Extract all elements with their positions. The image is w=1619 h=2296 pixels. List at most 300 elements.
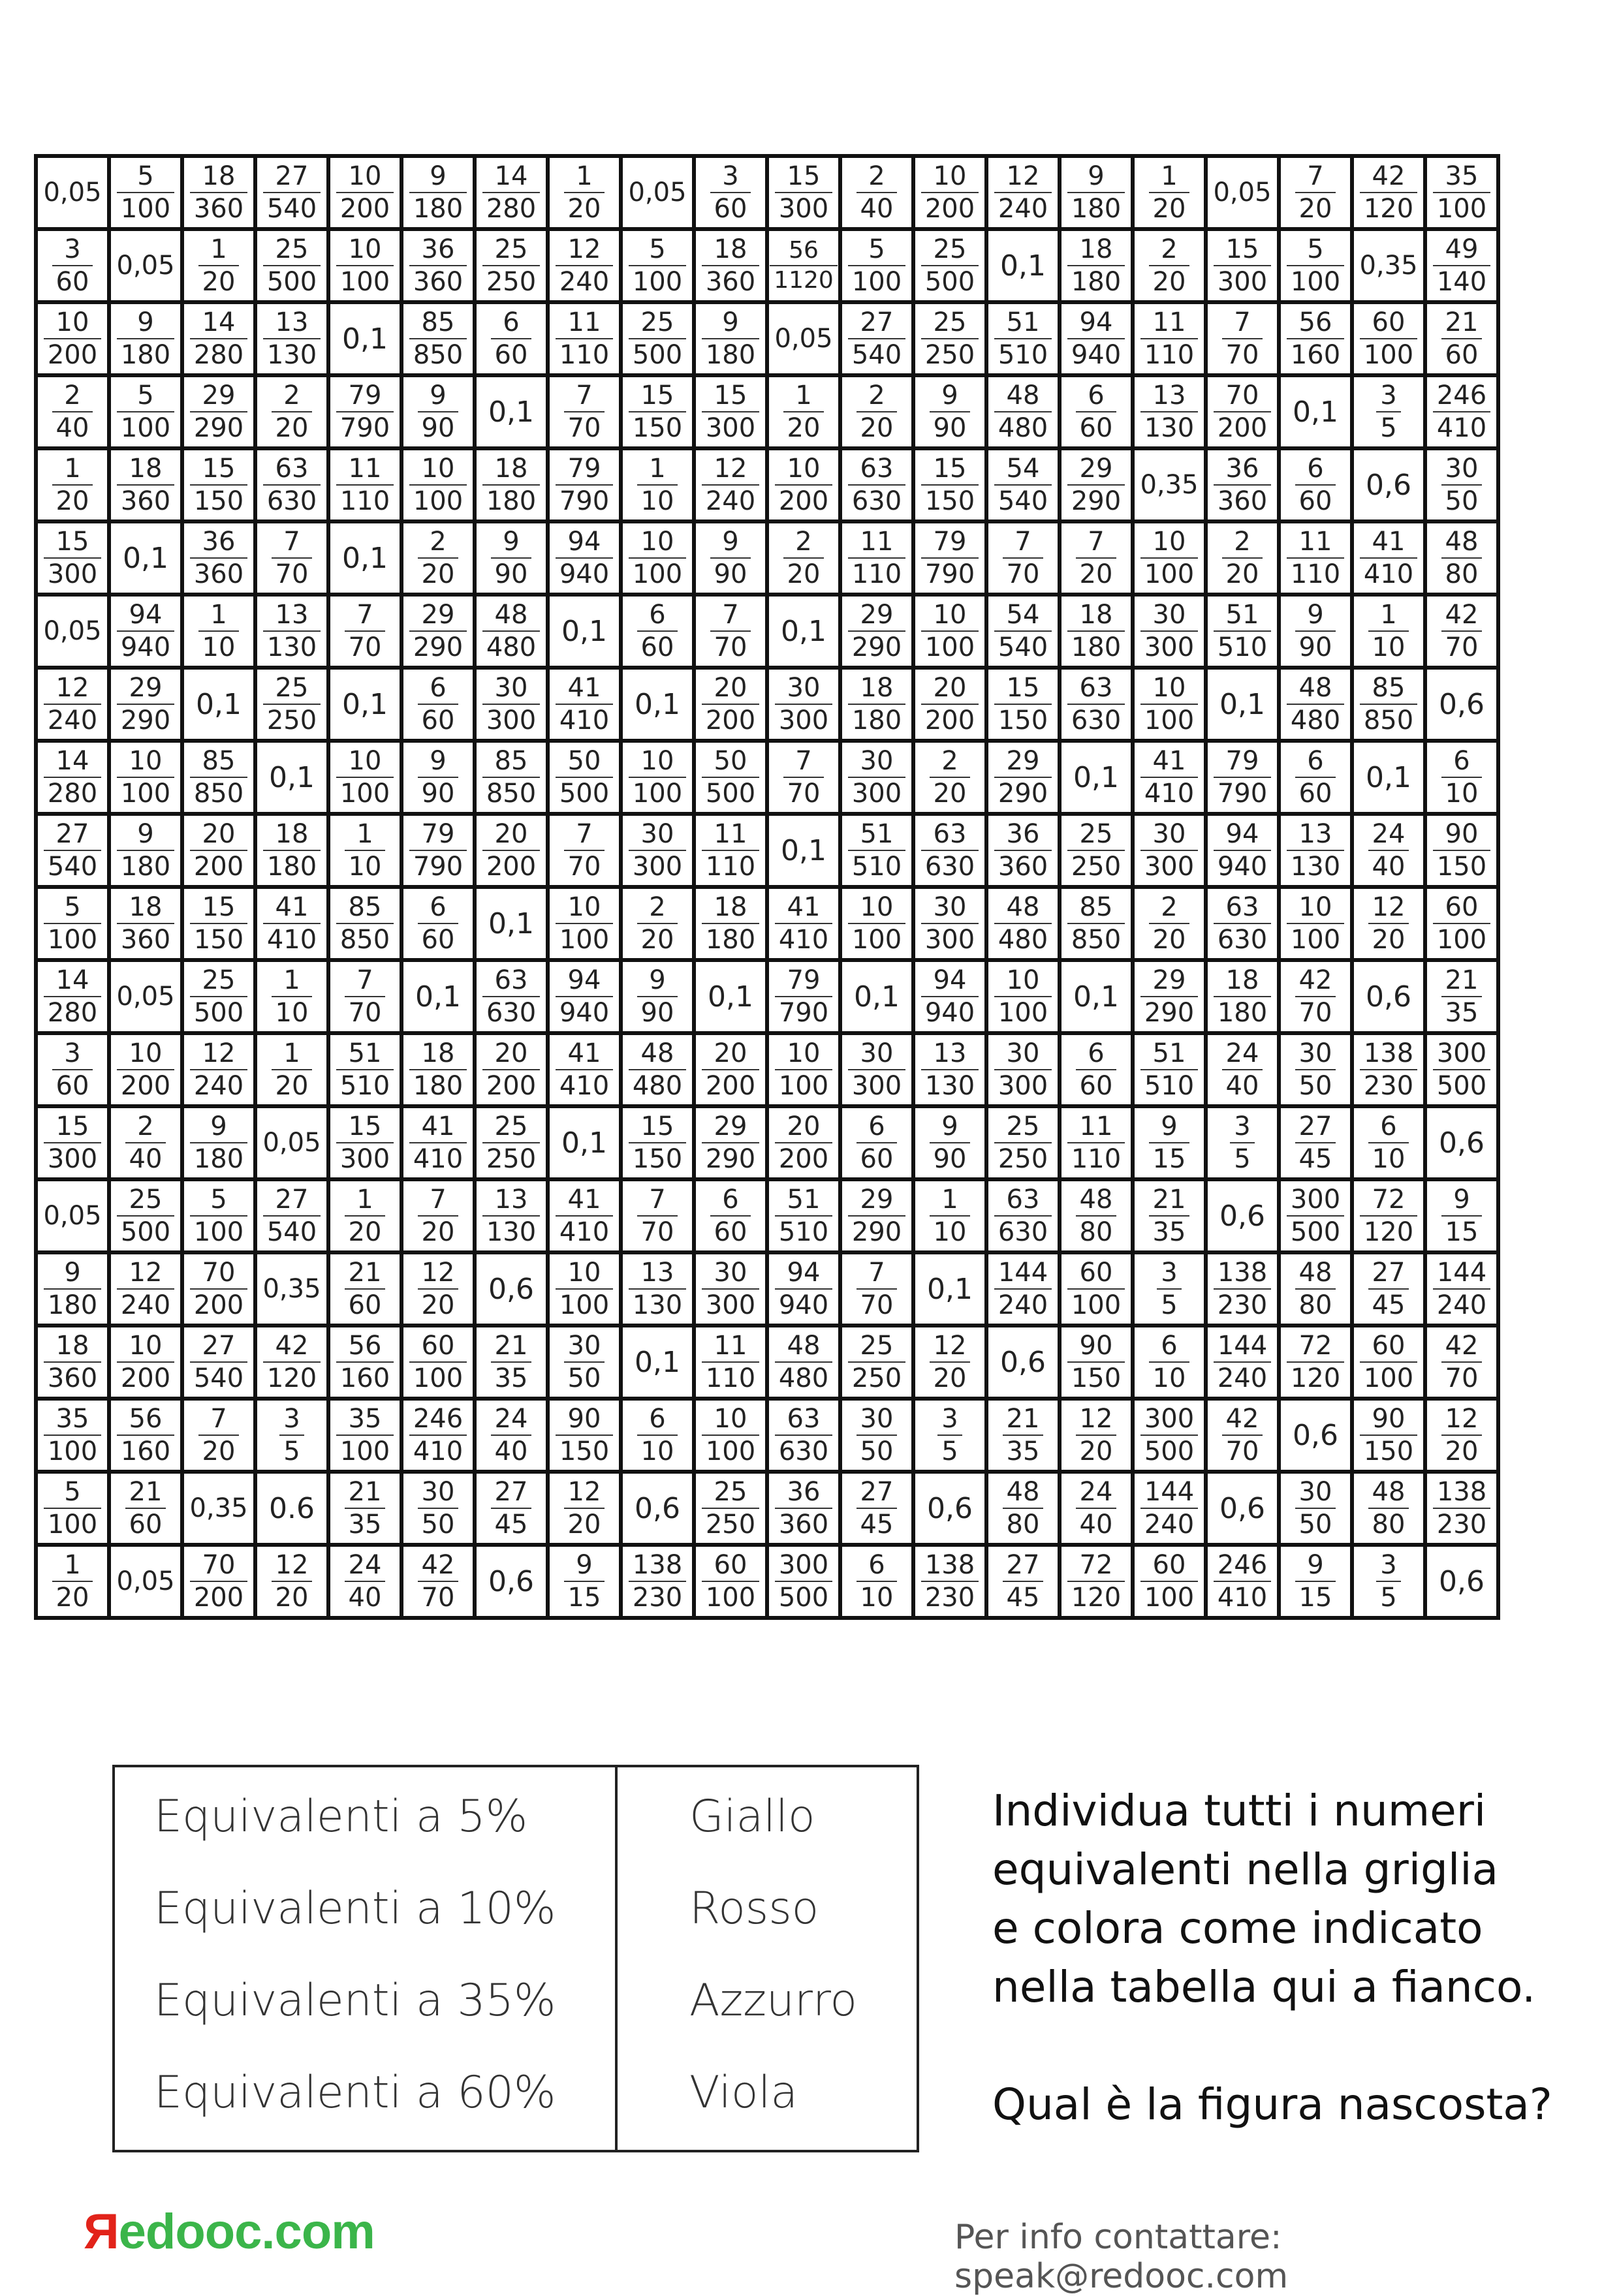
grid-cell[interactable] bbox=[1279, 521, 1352, 595]
grid-cell[interactable] bbox=[1352, 521, 1425, 595]
grid-cell[interactable] bbox=[182, 887, 255, 960]
grid-cell[interactable] bbox=[1425, 1472, 1498, 1545]
grid-cell[interactable] bbox=[36, 1252, 109, 1326]
grid-cell[interactable] bbox=[1352, 448, 1425, 521]
grid-cell[interactable] bbox=[840, 1472, 913, 1545]
grid-cell[interactable] bbox=[1279, 1545, 1352, 1618]
grid-cell[interactable] bbox=[1060, 887, 1133, 960]
grid-cell[interactable] bbox=[1425, 448, 1498, 521]
grid-cell[interactable] bbox=[109, 1033, 182, 1106]
grid-cell[interactable] bbox=[109, 1545, 182, 1618]
grid-cell[interactable] bbox=[840, 887, 913, 960]
grid-cell[interactable] bbox=[1133, 595, 1206, 668]
grid-cell[interactable] bbox=[36, 960, 109, 1033]
grid-cell[interactable] bbox=[36, 1179, 109, 1252]
grid-cell[interactable] bbox=[621, 1399, 694, 1472]
grid-cell[interactable] bbox=[475, 156, 548, 229]
grid-cell[interactable] bbox=[1060, 1545, 1133, 1618]
grid-cell[interactable] bbox=[986, 1106, 1060, 1179]
grid-cell[interactable] bbox=[109, 741, 182, 814]
grid-cell[interactable] bbox=[255, 1326, 328, 1399]
grid-cell[interactable] bbox=[913, 375, 986, 448]
grid-cell[interactable] bbox=[986, 814, 1060, 887]
grid-cell[interactable] bbox=[109, 1179, 182, 1252]
grid-cell[interactable] bbox=[1060, 521, 1133, 595]
grid-cell[interactable] bbox=[36, 1326, 109, 1399]
grid-cell[interactable] bbox=[328, 448, 401, 521]
grid-cell[interactable] bbox=[621, 1252, 694, 1326]
grid-cell[interactable] bbox=[767, 1326, 840, 1399]
grid-cell[interactable] bbox=[1279, 1326, 1352, 1399]
grid-cell[interactable] bbox=[182, 302, 255, 375]
grid-cell[interactable] bbox=[913, 1545, 986, 1618]
grid-cell[interactable] bbox=[401, 302, 475, 375]
grid-cell[interactable] bbox=[1279, 1106, 1352, 1179]
grid-cell[interactable] bbox=[1133, 156, 1206, 229]
grid-cell[interactable] bbox=[1425, 1252, 1498, 1326]
grid-cell[interactable] bbox=[1206, 668, 1279, 741]
grid-cell[interactable] bbox=[913, 156, 986, 229]
grid-cell[interactable] bbox=[328, 521, 401, 595]
grid-cell[interactable] bbox=[694, 741, 767, 814]
grid-cell[interactable] bbox=[1352, 229, 1425, 302]
grid-cell[interactable] bbox=[621, 521, 694, 595]
grid-cell[interactable] bbox=[621, 1326, 694, 1399]
grid-cell[interactable] bbox=[548, 375, 621, 448]
grid-cell[interactable] bbox=[1279, 1252, 1352, 1326]
grid-cell[interactable] bbox=[767, 229, 840, 302]
grid-cell[interactable] bbox=[1425, 156, 1498, 229]
grid-cell[interactable] bbox=[1133, 375, 1206, 448]
grid-cell[interactable] bbox=[913, 1399, 986, 1472]
grid-cell[interactable] bbox=[109, 375, 182, 448]
grid-cell[interactable] bbox=[182, 595, 255, 668]
grid-cell[interactable] bbox=[840, 156, 913, 229]
grid-cell[interactable] bbox=[109, 229, 182, 302]
grid-cell[interactable] bbox=[182, 814, 255, 887]
grid-cell[interactable] bbox=[255, 887, 328, 960]
grid-cell[interactable] bbox=[328, 887, 401, 960]
grid-cell[interactable] bbox=[1206, 1252, 1279, 1326]
grid-cell[interactable] bbox=[1206, 156, 1279, 229]
grid-cell[interactable] bbox=[182, 1179, 255, 1252]
grid-cell[interactable] bbox=[1060, 1252, 1133, 1326]
grid-cell[interactable] bbox=[475, 1326, 548, 1399]
grid-cell[interactable] bbox=[840, 302, 913, 375]
grid-cell[interactable] bbox=[1133, 741, 1206, 814]
grid-cell[interactable] bbox=[401, 448, 475, 521]
grid-cell[interactable] bbox=[401, 1106, 475, 1179]
grid-cell[interactable] bbox=[694, 448, 767, 521]
grid-cell[interactable] bbox=[1425, 814, 1498, 887]
grid-cell[interactable] bbox=[475, 302, 548, 375]
grid-cell[interactable] bbox=[840, 1252, 913, 1326]
grid-cell[interactable] bbox=[621, 668, 694, 741]
grid-cell[interactable] bbox=[621, 375, 694, 448]
grid-cell[interactable] bbox=[1425, 1033, 1498, 1106]
grid-cell[interactable] bbox=[109, 156, 182, 229]
grid-cell[interactable] bbox=[109, 448, 182, 521]
grid-cell[interactable] bbox=[182, 156, 255, 229]
grid-cell[interactable] bbox=[621, 1106, 694, 1179]
grid-cell[interactable] bbox=[1279, 302, 1352, 375]
grid-cell[interactable] bbox=[1133, 887, 1206, 960]
grid-cell[interactable] bbox=[840, 960, 913, 1033]
grid-cell[interactable] bbox=[255, 960, 328, 1033]
grid-cell[interactable] bbox=[548, 887, 621, 960]
grid-cell[interactable] bbox=[1133, 1399, 1206, 1472]
grid-cell[interactable] bbox=[1279, 448, 1352, 521]
grid-cell[interactable] bbox=[986, 302, 1060, 375]
grid-cell[interactable] bbox=[913, 302, 986, 375]
grid-cell[interactable] bbox=[1060, 156, 1133, 229]
grid-cell[interactable] bbox=[986, 595, 1060, 668]
grid-cell[interactable] bbox=[840, 814, 913, 887]
grid-cell[interactable] bbox=[913, 521, 986, 595]
grid-cell[interactable] bbox=[694, 1399, 767, 1472]
grid-cell[interactable] bbox=[401, 887, 475, 960]
grid-cell[interactable] bbox=[767, 814, 840, 887]
grid-cell[interactable] bbox=[36, 156, 109, 229]
grid-cell[interactable] bbox=[475, 521, 548, 595]
grid-cell[interactable] bbox=[36, 375, 109, 448]
grid-cell[interactable] bbox=[182, 229, 255, 302]
grid-cell[interactable] bbox=[109, 668, 182, 741]
grid-cell[interactable] bbox=[328, 741, 401, 814]
grid-cell[interactable] bbox=[840, 595, 913, 668]
grid-cell[interactable] bbox=[767, 448, 840, 521]
grid-cell[interactable] bbox=[1279, 229, 1352, 302]
grid-cell[interactable] bbox=[475, 1399, 548, 1472]
grid-cell[interactable] bbox=[548, 1399, 621, 1472]
grid-cell[interactable] bbox=[255, 1545, 328, 1618]
grid-cell[interactable] bbox=[255, 448, 328, 521]
grid-cell[interactable] bbox=[36, 595, 109, 668]
grid-cell[interactable] bbox=[328, 960, 401, 1033]
grid-cell[interactable] bbox=[475, 1252, 548, 1326]
grid-cell[interactable] bbox=[986, 960, 1060, 1033]
grid-cell[interactable] bbox=[36, 1545, 109, 1618]
grid-cell[interactable] bbox=[1279, 887, 1352, 960]
grid-cell[interactable] bbox=[475, 1033, 548, 1106]
grid-cell[interactable] bbox=[694, 1252, 767, 1326]
grid-cell[interactable] bbox=[475, 1545, 548, 1618]
grid-cell[interactable] bbox=[986, 1252, 1060, 1326]
grid-cell[interactable] bbox=[255, 375, 328, 448]
grid-cell[interactable] bbox=[182, 668, 255, 741]
grid-cell[interactable] bbox=[1352, 887, 1425, 960]
grid-cell[interactable] bbox=[621, 887, 694, 960]
grid-cell[interactable] bbox=[913, 1252, 986, 1326]
grid-cell[interactable] bbox=[328, 668, 401, 741]
grid-cell[interactable] bbox=[840, 448, 913, 521]
grid-cell[interactable] bbox=[1425, 887, 1498, 960]
grid-cell[interactable] bbox=[986, 1472, 1060, 1545]
grid-cell[interactable] bbox=[1133, 1033, 1206, 1106]
grid-cell[interactable] bbox=[1352, 1472, 1425, 1545]
grid-cell[interactable] bbox=[621, 595, 694, 668]
grid-cell[interactable] bbox=[1206, 302, 1279, 375]
grid-cell[interactable] bbox=[767, 595, 840, 668]
grid-cell[interactable] bbox=[1060, 302, 1133, 375]
grid-cell[interactable] bbox=[694, 156, 767, 229]
grid-cell[interactable] bbox=[475, 448, 548, 521]
grid-cell[interactable] bbox=[109, 1326, 182, 1399]
grid-cell[interactable] bbox=[328, 595, 401, 668]
grid-cell[interactable] bbox=[1060, 1106, 1133, 1179]
grid-cell[interactable] bbox=[401, 1252, 475, 1326]
grid-cell[interactable] bbox=[621, 814, 694, 887]
grid-cell[interactable] bbox=[36, 814, 109, 887]
grid-cell[interactable] bbox=[913, 1472, 986, 1545]
grid-cell[interactable] bbox=[840, 1399, 913, 1472]
grid-cell[interactable] bbox=[1060, 595, 1133, 668]
grid-cell[interactable] bbox=[621, 156, 694, 229]
grid-cell[interactable] bbox=[1133, 302, 1206, 375]
grid-cell[interactable] bbox=[328, 1399, 401, 1472]
grid-cell[interactable] bbox=[986, 1399, 1060, 1472]
grid-cell[interactable] bbox=[694, 960, 767, 1033]
grid-cell[interactable] bbox=[694, 814, 767, 887]
grid-cell[interactable] bbox=[986, 668, 1060, 741]
grid-cell[interactable] bbox=[840, 521, 913, 595]
grid-cell[interactable] bbox=[1279, 375, 1352, 448]
grid-cell[interactable] bbox=[1206, 1179, 1279, 1252]
grid-cell[interactable] bbox=[1352, 1106, 1425, 1179]
grid-cell[interactable] bbox=[694, 668, 767, 741]
grid-cell[interactable] bbox=[36, 229, 109, 302]
grid-cell[interactable] bbox=[109, 302, 182, 375]
grid-cell[interactable] bbox=[401, 1326, 475, 1399]
grid-cell[interactable] bbox=[621, 1472, 694, 1545]
grid-cell[interactable] bbox=[182, 1252, 255, 1326]
grid-cell[interactable] bbox=[475, 741, 548, 814]
grid-cell[interactable] bbox=[621, 1179, 694, 1252]
grid-cell[interactable] bbox=[767, 1545, 840, 1618]
grid-cell[interactable] bbox=[182, 1399, 255, 1472]
grid-cell[interactable] bbox=[548, 741, 621, 814]
grid-cell[interactable] bbox=[767, 521, 840, 595]
grid-cell[interactable] bbox=[1133, 1326, 1206, 1399]
grid-cell[interactable] bbox=[548, 1472, 621, 1545]
grid-cell[interactable] bbox=[548, 814, 621, 887]
grid-cell[interactable] bbox=[475, 668, 548, 741]
grid-cell[interactable] bbox=[1206, 887, 1279, 960]
grid-cell[interactable] bbox=[109, 887, 182, 960]
grid-cell[interactable] bbox=[767, 156, 840, 229]
grid-cell[interactable] bbox=[1425, 960, 1498, 1033]
grid-cell[interactable] bbox=[1425, 595, 1498, 668]
grid-cell[interactable] bbox=[1425, 375, 1498, 448]
grid-cell[interactable] bbox=[1352, 1252, 1425, 1326]
grid-cell[interactable] bbox=[255, 1472, 328, 1545]
grid-cell[interactable] bbox=[548, 1545, 621, 1618]
grid-cell[interactable] bbox=[401, 595, 475, 668]
grid-cell[interactable] bbox=[621, 302, 694, 375]
grid-cell[interactable] bbox=[1060, 668, 1133, 741]
grid-cell[interactable] bbox=[109, 521, 182, 595]
grid-cell[interactable] bbox=[1060, 1326, 1133, 1399]
grid-cell[interactable] bbox=[1206, 375, 1279, 448]
grid-cell[interactable] bbox=[1279, 156, 1352, 229]
grid-cell[interactable] bbox=[548, 595, 621, 668]
grid-cell[interactable] bbox=[328, 1326, 401, 1399]
grid-cell[interactable] bbox=[255, 1252, 328, 1326]
grid-cell[interactable] bbox=[1060, 375, 1133, 448]
grid-cell[interactable] bbox=[1279, 1472, 1352, 1545]
grid-cell[interactable] bbox=[401, 1545, 475, 1618]
grid-cell[interactable] bbox=[986, 1033, 1060, 1106]
grid-cell[interactable] bbox=[621, 229, 694, 302]
grid-cell[interactable] bbox=[36, 521, 109, 595]
grid-cell[interactable] bbox=[182, 521, 255, 595]
grid-cell[interactable] bbox=[1206, 1399, 1279, 1472]
grid-cell[interactable] bbox=[548, 448, 621, 521]
grid-cell[interactable] bbox=[182, 375, 255, 448]
grid-cell[interactable] bbox=[621, 741, 694, 814]
grid-cell[interactable] bbox=[36, 1399, 109, 1472]
grid-cell[interactable] bbox=[1425, 1326, 1498, 1399]
grid-cell[interactable] bbox=[1060, 741, 1133, 814]
grid-cell[interactable] bbox=[255, 521, 328, 595]
grid-cell[interactable] bbox=[182, 960, 255, 1033]
grid-cell[interactable] bbox=[109, 1106, 182, 1179]
grid-cell[interactable] bbox=[36, 668, 109, 741]
grid-cell[interactable] bbox=[548, 1179, 621, 1252]
grid-cell[interactable] bbox=[401, 229, 475, 302]
grid-cell[interactable] bbox=[913, 887, 986, 960]
grid-cell[interactable] bbox=[1352, 741, 1425, 814]
grid-cell[interactable] bbox=[109, 1252, 182, 1326]
grid-cell[interactable] bbox=[840, 741, 913, 814]
grid-cell[interactable] bbox=[913, 1106, 986, 1179]
grid-cell[interactable] bbox=[913, 1326, 986, 1399]
grid-cell[interactable] bbox=[694, 1106, 767, 1179]
grid-cell[interactable] bbox=[913, 595, 986, 668]
grid-cell[interactable] bbox=[475, 814, 548, 887]
grid-cell[interactable] bbox=[1206, 1545, 1279, 1618]
grid-cell[interactable] bbox=[1425, 741, 1498, 814]
grid-cell[interactable] bbox=[694, 1545, 767, 1618]
grid-cell[interactable] bbox=[401, 814, 475, 887]
grid-cell[interactable] bbox=[255, 595, 328, 668]
grid-cell[interactable] bbox=[548, 1106, 621, 1179]
grid-cell[interactable] bbox=[621, 1545, 694, 1618]
grid-cell[interactable] bbox=[36, 1472, 109, 1545]
grid-cell[interactable] bbox=[840, 668, 913, 741]
grid-cell[interactable] bbox=[1206, 229, 1279, 302]
grid-cell[interactable] bbox=[1206, 1033, 1279, 1106]
grid-cell[interactable] bbox=[401, 375, 475, 448]
grid-cell[interactable] bbox=[913, 668, 986, 741]
grid-cell[interactable] bbox=[1133, 1252, 1206, 1326]
grid-cell[interactable] bbox=[986, 1545, 1060, 1618]
grid-cell[interactable] bbox=[1279, 960, 1352, 1033]
grid-cell[interactable] bbox=[401, 1033, 475, 1106]
grid-cell[interactable] bbox=[182, 448, 255, 521]
grid-cell[interactable] bbox=[767, 1472, 840, 1545]
grid-cell[interactable] bbox=[694, 887, 767, 960]
grid-cell[interactable] bbox=[1352, 156, 1425, 229]
grid-cell[interactable] bbox=[840, 1179, 913, 1252]
grid-cell[interactable] bbox=[475, 1179, 548, 1252]
grid-cell[interactable] bbox=[182, 1106, 255, 1179]
grid-cell[interactable] bbox=[840, 1033, 913, 1106]
grid-cell[interactable] bbox=[182, 1033, 255, 1106]
grid-cell[interactable] bbox=[1279, 595, 1352, 668]
grid-cell[interactable] bbox=[1206, 814, 1279, 887]
grid-cell[interactable] bbox=[328, 375, 401, 448]
grid-cell[interactable] bbox=[1133, 448, 1206, 521]
grid-cell[interactable] bbox=[913, 814, 986, 887]
grid-cell[interactable] bbox=[694, 302, 767, 375]
grid-cell[interactable] bbox=[694, 595, 767, 668]
grid-cell[interactable] bbox=[694, 1326, 767, 1399]
grid-cell[interactable] bbox=[913, 448, 986, 521]
grid-cell[interactable] bbox=[548, 668, 621, 741]
grid-cell[interactable] bbox=[109, 960, 182, 1033]
grid-cell[interactable] bbox=[1352, 1399, 1425, 1472]
grid-cell[interactable] bbox=[913, 1179, 986, 1252]
grid-cell[interactable] bbox=[1425, 1106, 1498, 1179]
grid-cell[interactable] bbox=[986, 887, 1060, 960]
grid-cell[interactable] bbox=[1425, 1545, 1498, 1618]
grid-cell[interactable] bbox=[475, 1472, 548, 1545]
grid-cell[interactable] bbox=[767, 1106, 840, 1179]
grid-cell[interactable] bbox=[401, 1179, 475, 1252]
grid-cell[interactable] bbox=[1060, 1472, 1133, 1545]
grid-cell[interactable] bbox=[328, 302, 401, 375]
grid-cell[interactable] bbox=[1352, 814, 1425, 887]
grid-cell[interactable] bbox=[1425, 521, 1498, 595]
grid-cell[interactable] bbox=[694, 1179, 767, 1252]
grid-cell[interactable] bbox=[621, 960, 694, 1033]
grid-cell[interactable] bbox=[1352, 1033, 1425, 1106]
grid-cell[interactable] bbox=[1279, 1179, 1352, 1252]
grid-cell[interactable] bbox=[1133, 814, 1206, 887]
grid-cell[interactable] bbox=[182, 1545, 255, 1618]
grid-cell[interactable] bbox=[1279, 741, 1352, 814]
grid-cell[interactable] bbox=[1206, 1326, 1279, 1399]
grid-cell[interactable] bbox=[475, 960, 548, 1033]
grid-cell[interactable] bbox=[1060, 1033, 1133, 1106]
grid-cell[interactable] bbox=[475, 887, 548, 960]
grid-cell[interactable] bbox=[1133, 1179, 1206, 1252]
grid-cell[interactable] bbox=[401, 156, 475, 229]
grid-cell[interactable] bbox=[1133, 1472, 1206, 1545]
grid-cell[interactable] bbox=[328, 814, 401, 887]
grid-cell[interactable] bbox=[328, 1545, 401, 1618]
grid-cell[interactable] bbox=[913, 741, 986, 814]
grid-cell[interactable] bbox=[1133, 1106, 1206, 1179]
grid-cell[interactable] bbox=[182, 1472, 255, 1545]
grid-cell[interactable] bbox=[255, 1033, 328, 1106]
grid-cell[interactable] bbox=[1133, 960, 1206, 1033]
grid-cell[interactable] bbox=[1425, 229, 1498, 302]
grid-cell[interactable] bbox=[694, 1033, 767, 1106]
grid-cell[interactable] bbox=[767, 302, 840, 375]
grid-cell[interactable] bbox=[1133, 668, 1206, 741]
grid-cell[interactable] bbox=[1060, 229, 1133, 302]
grid-cell[interactable] bbox=[548, 521, 621, 595]
grid-cell[interactable] bbox=[401, 521, 475, 595]
grid-cell[interactable] bbox=[401, 1472, 475, 1545]
grid-cell[interactable] bbox=[1352, 595, 1425, 668]
grid-cell[interactable] bbox=[475, 375, 548, 448]
grid-cell[interactable] bbox=[36, 887, 109, 960]
grid-cell[interactable] bbox=[986, 741, 1060, 814]
grid-cell[interactable] bbox=[401, 1399, 475, 1472]
